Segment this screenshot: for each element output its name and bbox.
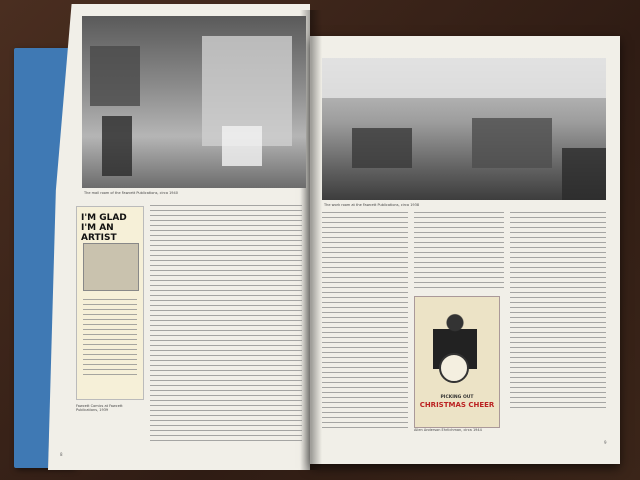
right-body-text-col1 [322, 212, 408, 432]
inset-body-text [83, 299, 137, 379]
work-room-photo [322, 58, 606, 200]
mail-room-photo [82, 16, 306, 188]
left-footer: Fawcett Comics at Fawcett Publications, 1939 [76, 404, 123, 412]
left-body-text [150, 205, 302, 445]
figure-caption: Allen Anderson Ehrlichman, circa 1944 [414, 428, 482, 432]
right-body-text-col3 [510, 212, 606, 412]
right-page-number: 9 [604, 440, 607, 445]
artist-ad-inset [76, 206, 144, 400]
cover-caption-big: CHRISTMAS CHEER [419, 401, 495, 409]
cover-caption-small: PICKING OUT [440, 395, 474, 400]
sheet-music-title [417, 395, 497, 409]
left-photo-caption: The mail room of the Fawcett Publications, circa 1940 [84, 191, 178, 195]
inset-illustration [83, 243, 139, 291]
banjo-icon [439, 353, 469, 383]
sheet-music-cover [414, 296, 500, 428]
left-page-number: 8 [60, 452, 63, 457]
inset-title: I'M GLAD I'M AN ARTIST [81, 213, 127, 243]
right-body-text-col2 [414, 212, 504, 292]
right-photo-caption: The work room at the Fawcett Publications, circa 1938 [324, 203, 420, 207]
